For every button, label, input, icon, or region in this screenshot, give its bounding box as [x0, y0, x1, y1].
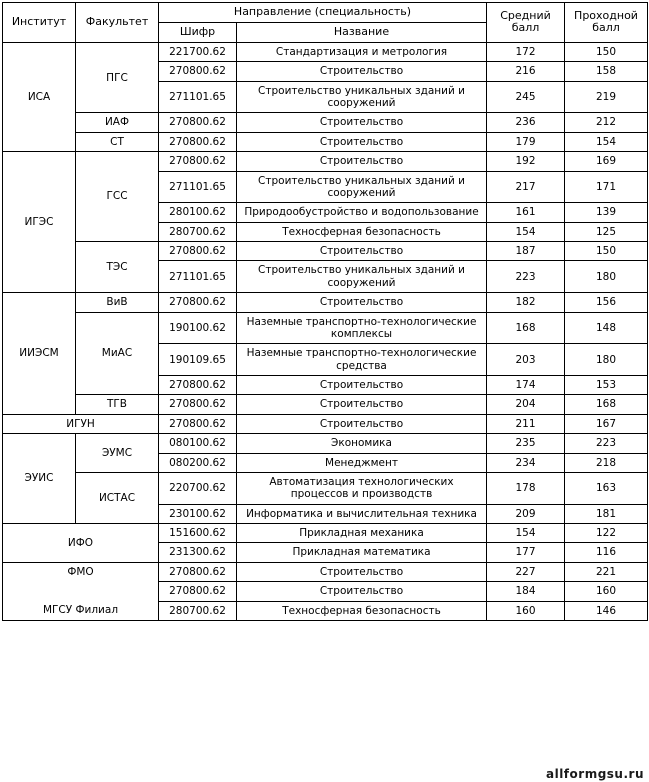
cell-passing-score: 169	[565, 152, 648, 171]
column-header-institute: Институт	[3, 3, 76, 43]
table-body	[3, 42, 648, 620]
cell-direction-name: Автоматизация технологических процессов и производств	[237, 472, 487, 504]
cell-passing-score: 146	[565, 601, 648, 620]
cell-average-score: 154	[487, 524, 565, 543]
cell-code: 270800.62	[159, 582, 237, 601]
cell-passing-score: 219	[565, 81, 648, 113]
cell-passing-score: 139	[565, 203, 648, 222]
cell-code: 270800.62	[159, 293, 237, 312]
cell-passing-score: 168	[565, 395, 648, 414]
passing-score-line-1: Проходной	[574, 8, 638, 22]
cell-code: 270800.62	[159, 395, 237, 414]
cell-passing-score: 116	[565, 543, 648, 562]
cell-average-score: 217	[487, 171, 565, 203]
column-header-name: Название	[237, 22, 487, 42]
cell-average-score: 178	[487, 472, 565, 504]
table-row	[3, 312, 648, 344]
cell-average-score: 174	[487, 376, 565, 395]
cell-code: 270800.62	[159, 152, 237, 171]
cell-passing-score: 180	[565, 344, 648, 376]
cell-average-score: 160	[487, 601, 565, 620]
cell-direction-name: Наземные транспортно-технологические комплексы	[237, 312, 487, 344]
cell-average-score: 192	[487, 152, 565, 171]
cell-direction-name: Прикладная механика	[237, 524, 487, 543]
cell-faculty: ИАФ	[76, 113, 159, 132]
cell-passing-score: 150	[565, 242, 648, 261]
column-header-direction: Направление (специальность)	[159, 3, 487, 23]
cell-average-score: 187	[487, 242, 565, 261]
site-watermark: allformgsu.ru	[545, 767, 644, 782]
cell-direction-name: Строительство	[237, 293, 487, 312]
cell-code: 270800.62	[159, 376, 237, 395]
cell-average-score: 234	[487, 453, 565, 472]
table-row	[3, 113, 648, 132]
cell-passing-score: 158	[565, 62, 648, 81]
cell-passing-score: 160	[565, 582, 648, 601]
cell-passing-score: 180	[565, 261, 648, 293]
institute-label: ЭУИС	[24, 472, 54, 485]
column-header-code: Шифр	[159, 22, 237, 42]
cell-direction-name: Информатика и вычислительная техника	[237, 504, 487, 523]
cell-institute	[3, 524, 159, 563]
cell-passing-score: 125	[565, 222, 648, 241]
cell-average-score: 236	[487, 113, 565, 132]
cell-institute	[3, 562, 159, 620]
table-row	[3, 132, 648, 151]
table-row	[3, 434, 648, 453]
cell-passing-score: 148	[565, 312, 648, 344]
cell-average-score: 168	[487, 312, 565, 344]
cell-code: 270800.62	[159, 62, 237, 81]
cell-code: 230100.62	[159, 504, 237, 523]
cell-code: 271101.65	[159, 261, 237, 293]
cell-faculty: ТЭС	[76, 242, 159, 293]
cell-direction-name: Строительство	[237, 376, 487, 395]
cell-faculty: ВиВ	[76, 293, 159, 312]
cell-institute	[3, 434, 76, 524]
cell-average-score: 209	[487, 504, 565, 523]
cell-direction-name: Стандартизация и метрология	[237, 42, 487, 61]
institute-label: ИГЭС	[24, 216, 54, 228]
cell-faculty: ПГС	[76, 42, 159, 113]
column-header-average-score	[487, 3, 565, 43]
cell-direction-name: Строительство	[237, 152, 487, 171]
header-row-1	[3, 3, 648, 23]
table-row	[3, 152, 648, 171]
institute-label-secondary: МГСУ Филиал	[42, 604, 119, 617]
average-score-line-2: балл	[511, 21, 540, 35]
table-row	[3, 293, 648, 312]
cell-direction-name: Прикладная математика	[237, 543, 487, 562]
cell-faculty: МиАС	[76, 312, 159, 395]
table-row	[3, 242, 648, 261]
cell-faculty: ИСТАС	[76, 472, 159, 523]
passing-score-line-2: балл	[592, 21, 620, 35]
cell-average-score: 184	[487, 582, 565, 601]
cell-code: 270800.62	[159, 562, 237, 581]
cell-direction-name: Строительство	[237, 414, 487, 433]
cell-passing-score: 181	[565, 504, 648, 523]
cell-code: 270800.62	[159, 132, 237, 151]
cell-passing-score: 223	[565, 434, 648, 453]
table-row	[3, 472, 648, 504]
cell-faculty: ГСС	[76, 152, 159, 242]
table-row	[3, 395, 648, 414]
cell-average-score: 227	[487, 562, 565, 581]
cell-code: 280100.62	[159, 203, 237, 222]
cell-code: 151600.62	[159, 524, 237, 543]
cell-code: 270800.62	[159, 242, 237, 261]
cell-code: 231300.62	[159, 543, 237, 562]
cell-average-score: 179	[487, 132, 565, 151]
cell-code: 221700.62	[159, 42, 237, 61]
cell-direction-name: Строительство	[237, 582, 487, 601]
cell-average-score: 245	[487, 81, 565, 113]
cell-average-score: 177	[487, 543, 565, 562]
cell-code: 280700.62	[159, 601, 237, 620]
cell-average-score: 223	[487, 261, 565, 293]
cell-institute	[3, 152, 76, 293]
institute-label: ИФО	[67, 536, 94, 549]
cell-average-score: 235	[487, 434, 565, 453]
cell-passing-score: 122	[565, 524, 648, 543]
cell-direction-name: Экономика	[237, 434, 487, 453]
cell-direction-name: Строительство	[237, 562, 487, 581]
cell-faculty: СТ	[76, 132, 159, 151]
cell-code: 190100.62	[159, 312, 237, 344]
cell-code: 271101.65	[159, 171, 237, 203]
cell-institute	[3, 42, 76, 151]
cell-code: 220700.62	[159, 472, 237, 504]
cell-average-score: 172	[487, 42, 565, 61]
institute-label: ИИЭСМ	[19, 347, 59, 360]
cell-average-score: 203	[487, 344, 565, 376]
cell-passing-score: 167	[565, 414, 648, 433]
cell-passing-score: 156	[565, 293, 648, 312]
cell-faculty: ТГВ	[76, 395, 159, 414]
cell-average-score: 211	[487, 414, 565, 433]
cell-code: 270800.62	[159, 414, 237, 433]
cell-direction-name: Наземные транспортно-технологические средства	[237, 344, 487, 376]
cell-direction-name: Строительство уникальных зданий и сооружений	[237, 261, 487, 293]
cell-faculty: ЭУМС	[76, 434, 159, 473]
column-header-faculty: Факультет	[76, 3, 159, 43]
cell-direction-name: Строительство	[237, 242, 487, 261]
cell-institute	[3, 293, 76, 415]
cell-code: 190109.65	[159, 344, 237, 376]
cell-average-score: 154	[487, 222, 565, 241]
cell-passing-score: 171	[565, 171, 648, 203]
table-row	[3, 42, 648, 61]
cell-direction-name: Техносферная безопасность	[237, 222, 487, 241]
table-row	[3, 414, 648, 433]
average-score-line-1: Средний	[500, 8, 551, 22]
table-header	[3, 3, 648, 43]
cell-institute	[3, 414, 159, 433]
admission-scores-table	[2, 2, 648, 621]
cell-direction-name: Строительство	[237, 62, 487, 81]
cell-code: 271101.65	[159, 81, 237, 113]
scanned-table-page	[0, 2, 649, 782]
cell-direction-name: Строительство	[237, 132, 487, 151]
table-row	[3, 562, 648, 581]
cell-average-score: 182	[487, 293, 565, 312]
cell-passing-score: 218	[565, 453, 648, 472]
cell-direction-name: Строительство уникальных зданий и сооружений	[237, 171, 487, 203]
cell-direction-name: Менеджмент	[237, 453, 487, 472]
table-row	[3, 524, 648, 543]
cell-code: 080200.62	[159, 453, 237, 472]
cell-passing-score: 221	[565, 562, 648, 581]
cell-passing-score: 154	[565, 132, 648, 151]
institute-label: ИСА	[27, 90, 51, 103]
cell-direction-name: Природообустройство и водопользование	[237, 203, 487, 222]
institute-label: ИГУН	[66, 417, 95, 430]
cell-direction-name: Техносферная безопасность	[237, 601, 487, 620]
cell-passing-score: 212	[565, 113, 648, 132]
cell-direction-name: Строительство	[237, 395, 487, 414]
cell-code: 280700.62	[159, 222, 237, 241]
cell-average-score: 161	[487, 203, 565, 222]
cell-passing-score: 163	[565, 472, 648, 504]
cell-average-score: 204	[487, 395, 565, 414]
cell-direction-name: Строительство	[237, 113, 487, 132]
institute-label: ФМО	[67, 566, 94, 578]
column-header-passing-score	[565, 3, 648, 43]
cell-code: 270800.62	[159, 113, 237, 132]
cell-average-score: 216	[487, 62, 565, 81]
cell-passing-score: 150	[565, 42, 648, 61]
cell-passing-score: 153	[565, 376, 648, 395]
cell-direction-name: Строительство уникальных зданий и сооружений	[237, 81, 487, 113]
cell-code: 080100.62	[159, 434, 237, 453]
